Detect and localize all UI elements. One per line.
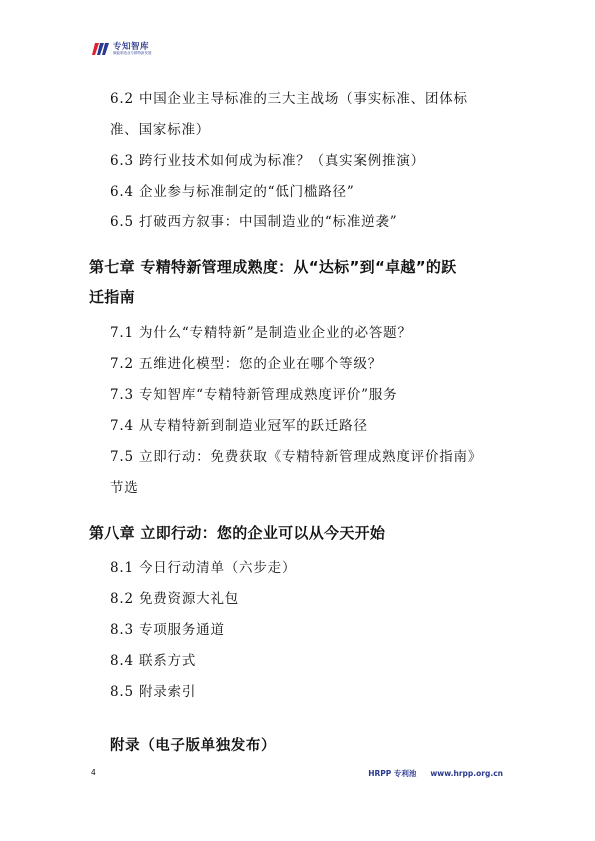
toc-8-2: 8.2 免费资源大礼包 <box>110 591 240 607</box>
footer-brand-group <box>354 768 503 779</box>
toc-7-5: 7.5 立即行动：免费获取《专精特新管理成熟度评价指南》 <box>110 449 483 465</box>
footer-url[interactable]: www.hrpp.org.cn <box>430 769 503 778</box>
logo-name: 专知智库 <box>113 41 150 52</box>
toc-7-4: 7.4 从专精特新到制造业冠军的跃迁路径 <box>110 418 368 434</box>
page-number: 4 <box>91 768 96 777</box>
toc-8-1: 8.1 今日行动清单（六步走） <box>110 560 297 576</box>
toc-7-5-cont: 节选 <box>110 480 139 496</box>
toc-8-3: 8.3 专项服务通道 <box>110 622 225 638</box>
toc-7-2: 7.2 五维进化模型：您的企业在哪个等级？ <box>110 356 383 372</box>
toc-6-4: 6.4 企业参与标准制定的“低门槛路径” <box>110 184 355 200</box>
logo-tagline: 赋能制造业专精特新发展 <box>113 51 152 55</box>
toc-6-2-cont: 准、国家标准） <box>110 122 211 138</box>
chapter-7-heading: 第七章 专精特新管理成熟度：从“达标”到“卓越”的跃 <box>89 258 457 276</box>
logo-mark-icon <box>92 42 110 56</box>
toc-6-3: 6.3 跨行业技术如何成为标准？（真实案例推演） <box>110 153 425 169</box>
chapter-8-heading: 第八章 立即行动：您的企业可以从今天开始 <box>89 524 386 542</box>
toc-8-5: 8.5 附录索引 <box>110 684 197 700</box>
footer-brand: HRPP 专利池 <box>368 769 417 778</box>
toc-6-5: 6.5 打破西方叙事：中国制造业的“标准逆袭” <box>110 214 398 230</box>
toc-7-1: 7.1 为什么“专精特新”是制造业企业的必答题？ <box>110 325 412 341</box>
chapter-7-heading-cont: 迁指南 <box>89 288 135 306</box>
toc-8-4: 8.4 联系方式 <box>110 653 197 669</box>
toc-6-2: 6.2 中国企业主导标准的三大主战场（事实标准、团体标 <box>110 91 468 107</box>
appendix-heading: 附录（电子版单独发布） <box>110 737 277 754</box>
toc-7-3: 7.3 专知智库“专精特新管理成熟度评价”服务 <box>110 387 398 403</box>
logo <box>92 42 152 56</box>
